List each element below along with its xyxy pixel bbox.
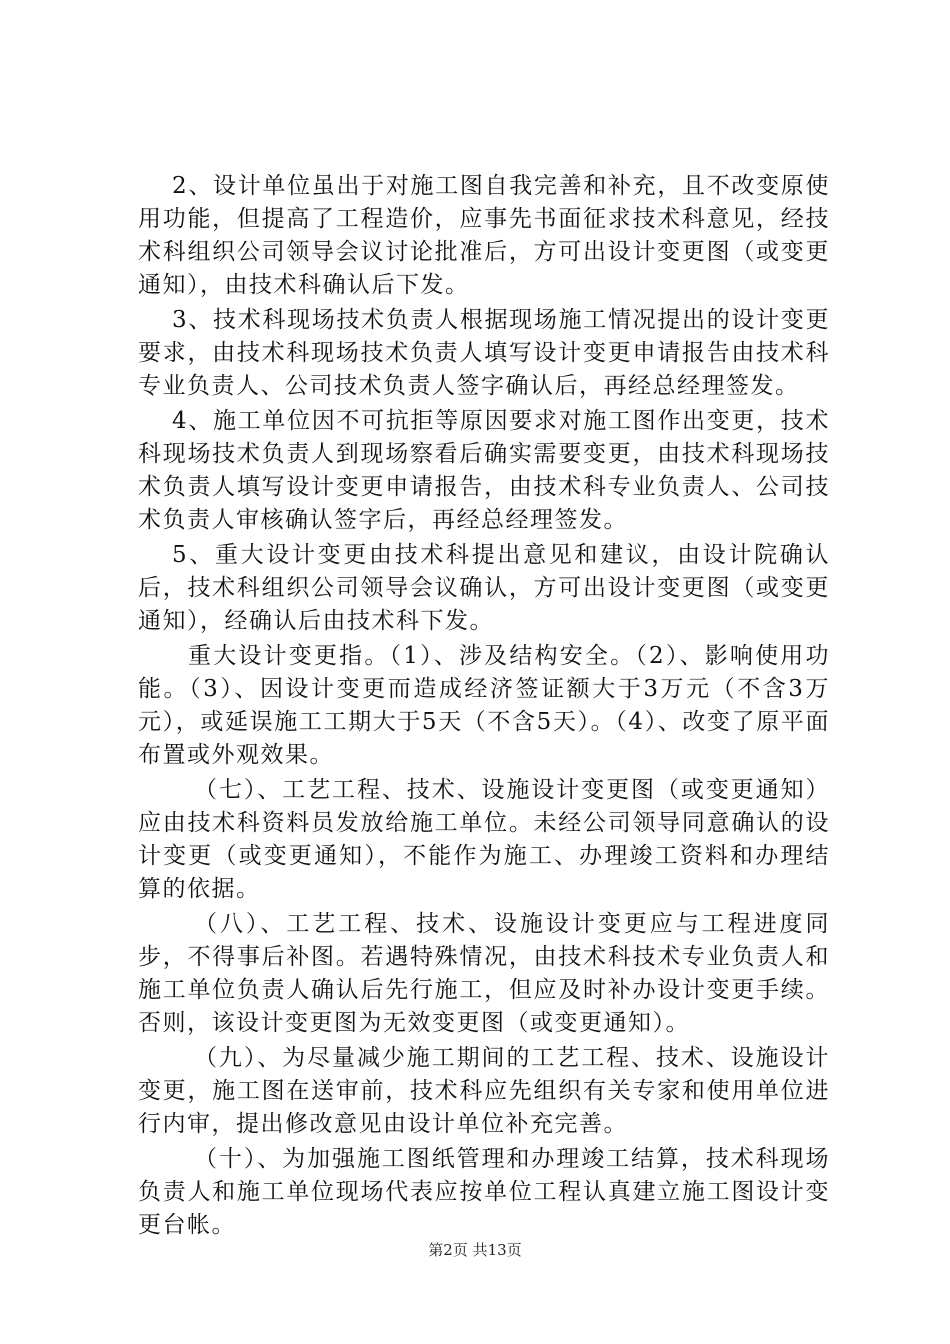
paragraph-section-8: （八）、工艺工程、技术、设施设计变更应与工程进度同步，不得事后补图。若遇特殊情况，由技术科技术专业负责人和施工单位负责人确认后先行施工，但应及时补办设计变更手续。否则，该设计变更图为无效变更图（或变更通知）。	[138, 911, 830, 1036]
paragraph-major-change-definition: 重大设计变更指。（1）、涉及结构安全。（2）、影响使用功能。（3）、因设计变更而造成经济签证额大于3万元（不含3万元），或延误施工工期大于5天（不含5天）。（4）、改变了原平面布置或外观效果。	[138, 643, 830, 768]
paragraph-item-3: 3、技术科现场技术负责人根据现场施工情况提出的设计变更要求，由技术科现场技术负责人填写设计变更申请报告由技术科专业负责人、公司技术负责人签字确认后，再经总经理签发。	[138, 307, 830, 399]
page-number-footer: 第2页 共13页	[428, 1241, 522, 1259]
document-body	[138, 170, 830, 1244]
paragraph-item-4: 4、施工单位因不可抗拒等原因要求对施工图作出变更，技术科现场技术负责人到现场察看后确实需要变更，由技术科现场技术负责人填写设计变更申请报告，由技术科专业负责人、公司技术负责人审核确认签字后，再经总经理签发。	[138, 408, 830, 533]
paragraph-section-7: （七）、工艺工程、技术、设施设计变更图（或变更通知）应由技术科资料员发放给施工单位。未经公司领导同意确认的设计变更（或变更通知），不能作为施工、办理竣工资料和办理结算的依据。	[138, 777, 830, 902]
paragraph-section-10: （十）、为加强施工图纸管理和办理竣工结算，技术科现场负责人和施工单位现场代表应按单位工程认真建立施工图设计变更台帐。	[138, 1146, 830, 1238]
paragraph-item-5: 5、重大设计变更由技术科提出意见和建议，由设计院确认后，技术科组织公司领导会议确认，方可出设计变更图（或变更通知），经确认后由技术科下发。	[138, 542, 830, 634]
paragraph-section-9: （九）、为尽量减少施工期间的工艺工程、技术、设施设计变更，施工图在送审前，技术科应先组织有关专家和使用单位进行内审，提出修改意见由设计单位补充完善。	[138, 1045, 830, 1137]
paragraph-item-2: 2、设计单位虽出于对施工图自我完善和补充，且不改变原使用功能，但提高了工程造价，应事先书面征求技术科意见，经技术科组织公司领导会议讨论批准后，方可出设计变更图（或变更通知），由技术科确认后下发。	[138, 173, 830, 298]
